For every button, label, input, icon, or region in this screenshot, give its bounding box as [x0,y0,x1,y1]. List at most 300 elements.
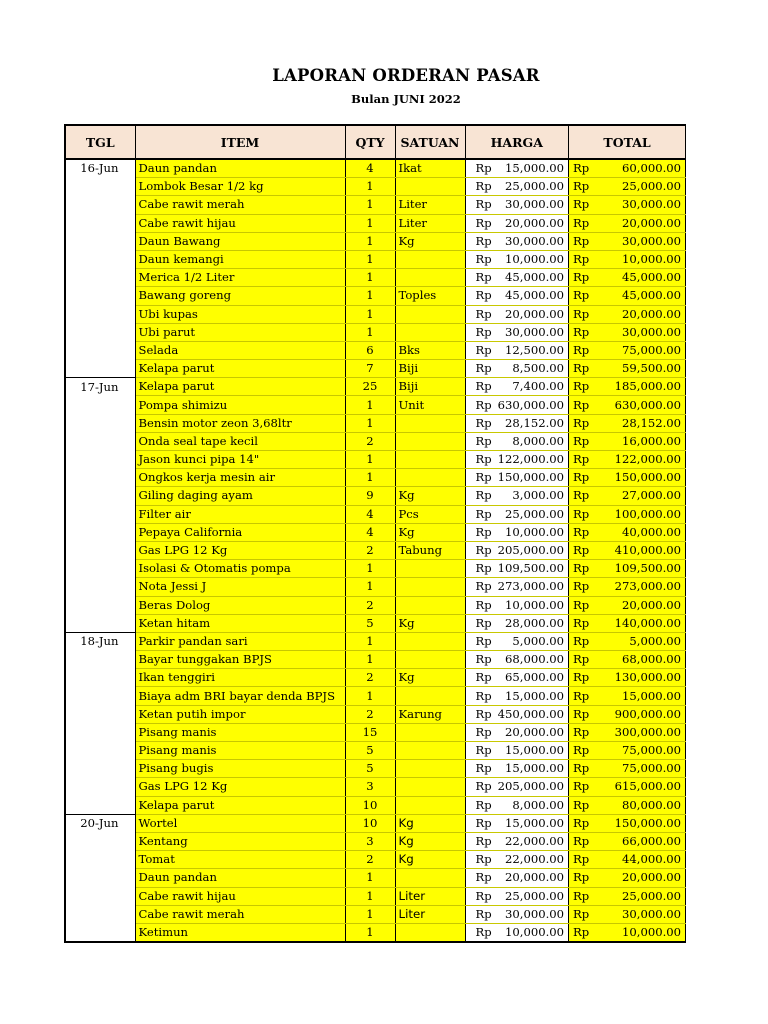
total-cell: 45,000.00 [597,287,686,305]
harga-currency-cell: Rp [465,851,495,869]
harga-cell: 630,000.00 [495,396,569,414]
harga-currency-cell: Rp [465,742,495,760]
total-cell: 900,000.00 [597,705,686,723]
item-cell: Kentang [135,832,345,850]
qty-cell: 1 [345,178,395,196]
table-row [65,487,686,505]
total-cell: 20,000.00 [597,305,686,323]
qty-cell: 3 [345,832,395,850]
item-cell: Gas LPG 12 Kg [135,778,345,796]
harga-cell: 450,000.00 [495,705,569,723]
harga-currency-cell: Rp [465,723,495,741]
item-cell: Selada [135,341,345,359]
date-cell [65,360,135,378]
item-cell: Cabe rawit merah [135,196,345,214]
qty-cell: 4 [345,505,395,523]
total-currency-cell: Rp [569,196,597,214]
harga-cell: 10,000.00 [495,250,569,268]
total-currency-cell: Rp [569,432,597,450]
table-row [65,178,686,196]
harga-currency-cell: Rp [465,560,495,578]
satuan-cell: Biji [395,378,465,396]
table-row [65,250,686,268]
table-row [65,305,686,323]
item-cell: Onda seal tape kecil [135,432,345,450]
qty-cell: 1 [345,651,395,669]
table-row [65,760,686,778]
total-cell: 25,000.00 [597,887,686,905]
total-currency-cell: Rp [569,159,597,178]
harga-currency-cell: Rp [465,159,495,178]
qty-cell: 1 [345,887,395,905]
date-cell [65,523,135,541]
total-currency-cell: Rp [569,760,597,778]
harga-currency-cell: Rp [465,505,495,523]
item-cell: Wortel [135,814,345,832]
total-currency-cell: Rp [569,905,597,923]
satuan-cell: Liter [395,196,465,214]
qty-cell: 4 [345,159,395,178]
total-currency-cell: Rp [569,560,597,578]
harga-currency-cell: Rp [465,796,495,814]
total-cell: 68,000.00 [597,651,686,669]
table-row [65,523,686,541]
total-currency-cell: Rp [569,887,597,905]
qty-cell: 2 [345,541,395,559]
date-cell [65,742,135,760]
qty-cell: 1 [345,923,395,942]
harga-currency-cell: Rp [465,305,495,323]
table-body [65,159,686,942]
qty-cell: 1 [345,196,395,214]
satuan-cell [395,651,465,669]
total-cell: 20,000.00 [597,596,686,614]
item-cell: Cabe rawit hijau [135,887,345,905]
qty-cell: 1 [345,687,395,705]
harga-cell: 28,000.00 [495,614,569,632]
date-cell: 20-Jun [65,814,135,832]
date-cell [65,869,135,887]
satuan-cell [395,760,465,778]
table-row [65,196,686,214]
qty-cell: 1 [345,323,395,341]
date-cell [65,214,135,232]
date-cell [65,760,135,778]
item-cell: Ongkos kerja mesin air [135,469,345,487]
total-cell: 28,152.00 [597,414,686,432]
date-cell [65,905,135,923]
table-row [65,778,686,796]
date-cell [65,432,135,450]
table-row [65,905,686,923]
date-cell [65,269,135,287]
table-row [65,742,686,760]
header-tgl: TGL [65,125,135,159]
total-cell: 300,000.00 [597,723,686,741]
date-cell [65,178,135,196]
item-cell: Nota Jessi J [135,578,345,596]
total-currency-cell: Rp [569,796,597,814]
table-row [65,705,686,723]
date-cell [65,923,135,942]
harga-cell: 30,000.00 [495,905,569,923]
date-cell [65,578,135,596]
harga-currency-cell: Rp [465,705,495,723]
item-cell: Beras Dolog [135,596,345,614]
harga-cell: 15,000.00 [495,159,569,178]
harga-currency-cell: Rp [465,832,495,850]
satuan-cell: Kg [395,232,465,250]
harga-cell: 15,000.00 [495,742,569,760]
item-cell: Ketan putih impor [135,705,345,723]
satuan-cell: Kg [395,669,465,687]
qty-cell: 1 [345,578,395,596]
harga-cell: 22,000.00 [495,851,569,869]
harga-currency-cell: Rp [465,760,495,778]
harga-cell: 45,000.00 [495,269,569,287]
harga-currency-cell: Rp [465,614,495,632]
total-cell: 45,000.00 [597,269,686,287]
date-cell [65,687,135,705]
satuan-cell [395,305,465,323]
harga-cell: 15,000.00 [495,760,569,778]
header-satuan: SATUAN [395,125,465,159]
table-row [65,232,686,250]
harga-cell: 273,000.00 [495,578,569,596]
satuan-cell: Pcs [395,505,465,523]
table-row [65,323,686,341]
total-currency-cell: Rp [569,414,597,432]
harga-currency-cell: Rp [465,378,495,396]
satuan-cell [395,632,465,650]
harga-cell: 25,000.00 [495,887,569,905]
harga-currency-cell: Rp [465,250,495,268]
qty-cell: 10 [345,814,395,832]
item-cell: Ketan hitam [135,614,345,632]
total-cell: 10,000.00 [597,250,686,268]
harga-cell: 205,000.00 [495,778,569,796]
total-currency-cell: Rp [569,832,597,850]
table-row [65,723,686,741]
table-row [65,687,686,705]
total-cell: 5,000.00 [597,632,686,650]
date-cell: 16-Jun [65,159,135,178]
table-row [65,651,686,669]
total-currency-cell: Rp [569,869,597,887]
total-currency-cell: Rp [569,705,597,723]
table-row [65,578,686,596]
qty-cell: 1 [345,396,395,414]
harga-cell: 20,000.00 [495,214,569,232]
qty-cell: 1 [345,469,395,487]
qty-cell: 2 [345,669,395,687]
total-cell: 615,000.00 [597,778,686,796]
item-cell: Filter air [135,505,345,523]
date-cell [65,287,135,305]
total-cell: 630,000.00 [597,396,686,414]
harga-currency-cell: Rp [465,451,495,469]
table-row [65,923,686,942]
harga-currency-cell: Rp [465,469,495,487]
satuan-cell [395,250,465,268]
item-cell: Ikan tenggiri [135,669,345,687]
qty-cell: 1 [345,269,395,287]
total-cell: 20,000.00 [597,869,686,887]
qty-cell: 1 [345,305,395,323]
date-cell: 17-Jun [65,378,135,396]
table-row [65,396,686,414]
qty-cell: 1 [345,250,395,268]
harga-cell: 68,000.00 [495,651,569,669]
satuan-cell: Tabung [395,541,465,559]
satuan-cell [395,742,465,760]
harga-currency-cell: Rp [465,905,495,923]
date-cell [65,414,135,432]
harga-currency-cell: Rp [465,232,495,250]
harga-currency-cell: Rp [465,178,495,196]
satuan-cell: Unit [395,396,465,414]
harga-cell: 12,500.00 [495,341,569,359]
total-currency-cell: Rp [569,287,597,305]
table-row [65,505,686,523]
harga-cell: 205,000.00 [495,541,569,559]
satuan-cell [395,323,465,341]
table-row [65,451,686,469]
table-row [65,887,686,905]
table-row [65,632,686,650]
order-table [64,124,686,943]
date-cell [65,250,135,268]
table-row [65,832,686,850]
item-cell: Jason kunci pipa 14" [135,451,345,469]
date-cell [65,887,135,905]
total-currency-cell: Rp [569,451,597,469]
qty-cell: 2 [345,705,395,723]
total-cell: 44,000.00 [597,851,686,869]
table-row [65,560,686,578]
satuan-cell [395,796,465,814]
item-cell: Isolasi & Otomatis pompa [135,560,345,578]
harga-currency-cell: Rp [465,396,495,414]
satuan-cell: Liter [395,214,465,232]
table-row [65,796,686,814]
date-cell [65,505,135,523]
satuan-cell: Ikat [395,159,465,178]
item-cell: Ubi parut [135,323,345,341]
item-cell: Kelapa parut [135,360,345,378]
total-currency-cell: Rp [569,341,597,359]
satuan-cell: Biji [395,360,465,378]
table-row [65,360,686,378]
total-currency-cell: Rp [569,578,597,596]
total-currency-cell: Rp [569,269,597,287]
harga-currency-cell: Rp [465,923,495,942]
total-currency-cell: Rp [569,469,597,487]
total-cell: 16,000.00 [597,432,686,450]
satuan-cell: Liter [395,905,465,923]
total-currency-cell: Rp [569,814,597,832]
qty-cell: 5 [345,760,395,778]
harga-currency-cell: Rp [465,541,495,559]
qty-cell: 1 [345,414,395,432]
date-cell [65,669,135,687]
harga-currency-cell: Rp [465,778,495,796]
item-cell: Giling daging ayam [135,487,345,505]
harga-cell: 10,000.00 [495,596,569,614]
harga-cell: 10,000.00 [495,923,569,942]
item-cell: Pepaya California [135,523,345,541]
table-row [65,159,686,178]
table-row [65,287,686,305]
item-cell: Gas LPG 12 Kg [135,541,345,559]
total-currency-cell: Rp [569,541,597,559]
header-total: TOTAL [569,125,686,159]
date-cell [65,469,135,487]
qty-cell: 1 [345,560,395,578]
date-cell [65,651,135,669]
header-harga: HARGA [465,125,569,159]
total-currency-cell: Rp [569,778,597,796]
item-cell: Pompa shimizu [135,396,345,414]
satuan-cell [395,723,465,741]
qty-cell: 10 [345,796,395,814]
date-cell [65,796,135,814]
harga-cell: 5,000.00 [495,632,569,650]
satuan-cell: Liter [395,887,465,905]
satuan-cell [395,778,465,796]
table-row [65,432,686,450]
total-cell: 130,000.00 [597,669,686,687]
total-currency-cell: Rp [569,232,597,250]
qty-cell: 9 [345,487,395,505]
harga-currency-cell: Rp [465,341,495,359]
harga-cell: 65,000.00 [495,669,569,687]
harga-cell: 8,000.00 [495,432,569,450]
total-cell: 40,000.00 [597,523,686,541]
qty-cell: 4 [345,523,395,541]
item-cell: Cabe rawit hijau [135,214,345,232]
date-cell [65,451,135,469]
harga-cell: 22,000.00 [495,832,569,850]
qty-cell: 2 [345,432,395,450]
table-row [65,669,686,687]
harga-cell: 150,000.00 [495,469,569,487]
total-cell: 15,000.00 [597,687,686,705]
total-cell: 27,000.00 [597,487,686,505]
harga-currency-cell: Rp [465,414,495,432]
total-cell: 60,000.00 [597,159,686,178]
harga-cell: 8,000.00 [495,796,569,814]
total-currency-cell: Rp [569,632,597,650]
item-cell: Ketimun [135,923,345,942]
item-cell: Lombok Besar 1/2 kg [135,178,345,196]
satuan-cell [395,560,465,578]
total-currency-cell: Rp [569,723,597,741]
harga-currency-cell: Rp [465,523,495,541]
item-cell: Ubi kupas [135,305,345,323]
total-currency-cell: Rp [569,923,597,942]
date-cell [65,778,135,796]
harga-cell: 109,500.00 [495,560,569,578]
harga-cell: 30,000.00 [495,323,569,341]
satuan-cell: Kg [395,487,465,505]
total-currency-cell: Rp [569,178,597,196]
harga-currency-cell: Rp [465,632,495,650]
total-cell: 80,000.00 [597,796,686,814]
total-currency-cell: Rp [569,360,597,378]
total-currency-cell: Rp [569,396,597,414]
table-row [65,614,686,632]
qty-cell: 1 [345,214,395,232]
date-cell: 18-Jun [65,632,135,650]
item-cell: Daun kemangi [135,250,345,268]
harga-cell: 7,400.00 [495,378,569,396]
harga-cell: 15,000.00 [495,687,569,705]
date-cell [65,396,135,414]
qty-cell: 6 [345,341,395,359]
date-cell [65,196,135,214]
item-cell: Kelapa parut [135,796,345,814]
harga-cell: 10,000.00 [495,523,569,541]
item-cell: Pisang bugis [135,760,345,778]
table-row [65,341,686,359]
total-currency-cell: Rp [569,687,597,705]
satuan-cell [395,578,465,596]
total-currency-cell: Rp [569,505,597,523]
qty-cell: 25 [345,378,395,396]
harga-cell: 25,000.00 [495,505,569,523]
total-cell: 30,000.00 [597,905,686,923]
satuan-cell [395,269,465,287]
item-cell: Bawang goreng [135,287,345,305]
harga-currency-cell: Rp [465,323,495,341]
satuan-cell [395,451,465,469]
harga-cell: 8,500.00 [495,360,569,378]
harga-currency-cell: Rp [465,360,495,378]
date-cell [65,305,135,323]
satuan-cell [395,414,465,432]
table-row [65,469,686,487]
qty-cell: 15 [345,723,395,741]
qty-cell: 3 [345,778,395,796]
item-cell: Pisang manis [135,742,345,760]
total-currency-cell: Rp [569,851,597,869]
table-row [65,814,686,832]
satuan-cell: Kg [395,614,465,632]
harga-currency-cell: Rp [465,669,495,687]
table-row [65,541,686,559]
qty-cell: 1 [345,287,395,305]
total-currency-cell: Rp [569,614,597,632]
harga-cell: 20,000.00 [495,869,569,887]
total-cell: 140,000.00 [597,614,686,632]
total-cell: 30,000.00 [597,232,686,250]
item-cell: Bensin motor zeon 3,68ltr [135,414,345,432]
date-cell [65,541,135,559]
total-currency-cell: Rp [569,523,597,541]
qty-cell: 7 [345,360,395,378]
table-row [65,869,686,887]
qty-cell: 1 [345,232,395,250]
total-cell: 30,000.00 [597,323,686,341]
table-row [65,596,686,614]
date-cell [65,705,135,723]
item-cell: Kelapa parut [135,378,345,396]
total-currency-cell: Rp [569,596,597,614]
harga-cell: 28,152.00 [495,414,569,432]
item-cell: Daun pandan [135,159,345,178]
harga-currency-cell: Rp [465,269,495,287]
